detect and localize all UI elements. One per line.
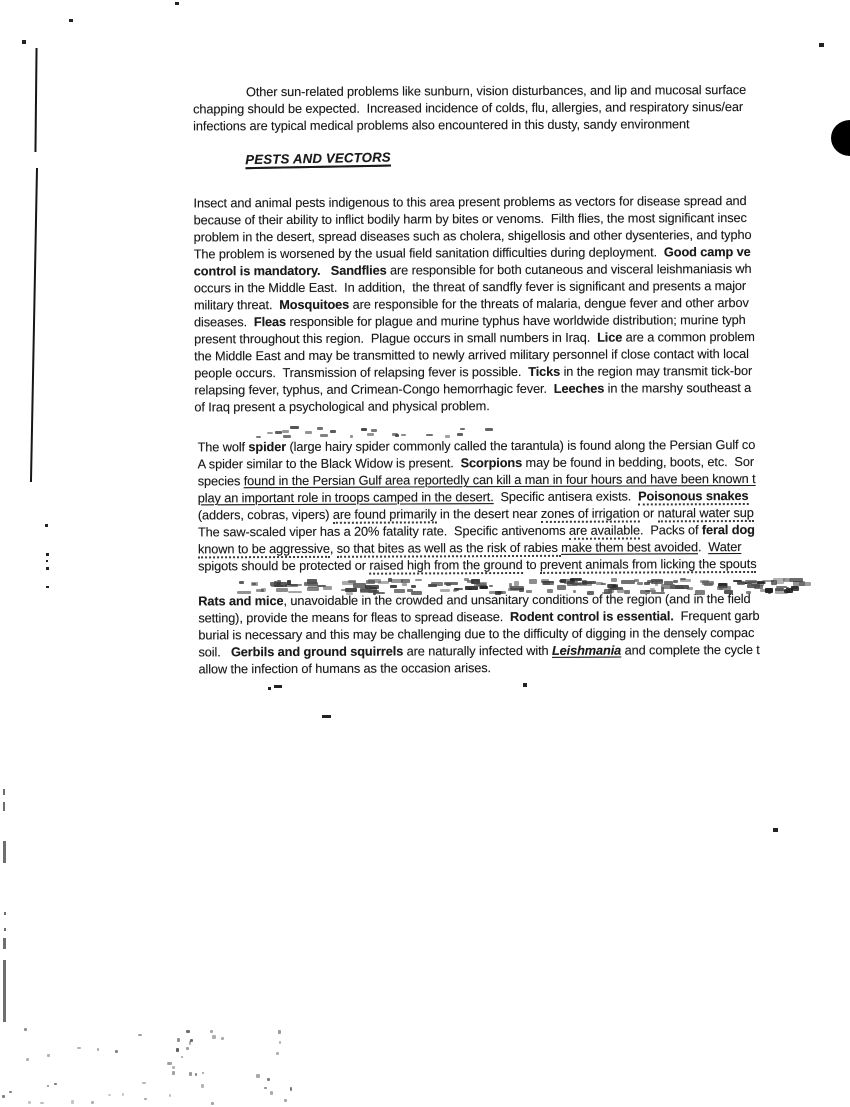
text-segment: are found primarily	[332, 506, 437, 522]
text-segment: make them best avoided	[561, 539, 698, 555]
text-segment: responsible for plague and murine typhus have worldwide distribution; murine typh	[285, 312, 746, 330]
text-line	[198, 555, 756, 574]
text-segment: Good camp ve	[663, 243, 751, 260]
text-segment: Frequent garb	[673, 607, 760, 624]
text-segment: to	[522, 556, 540, 572]
text-segment: Mosquitoes	[279, 296, 350, 313]
text-segment: burial is necessary and this may be challenging due to the difficulty of digging in the densely compac	[198, 624, 755, 643]
text-segment: control is mandatory.	[193, 262, 321, 279]
text-segment: natural water sup	[657, 504, 754, 521]
text-segment: occurs in the Middle East. In addition, the threat of sandfly fever is significant and presents a major	[193, 278, 747, 296]
text-segment: Rats and mice	[198, 593, 284, 609]
text-segment: Lice	[597, 329, 623, 345]
text-segment: because of their ability to inflict bodily harm by bites or venoms. Filth flies, the most significant insec	[193, 210, 747, 228]
text-segment: species	[197, 473, 244, 489]
text-segment: A spider similar to the Black Widow is present.	[197, 455, 461, 472]
text-segment: of Iraq present a psychological and physical problem.	[194, 398, 490, 415]
text-segment: spigots should be protected or	[198, 557, 370, 574]
text-segment: The problem is worsened by the usual field sanitation difficulties during deployment.	[193, 244, 664, 262]
text-segment: present throughout this region. Plague occurs in small numbers in Iraq.	[194, 329, 598, 347]
text-segment: Water	[708, 539, 742, 555]
text-segment: play an important role in troops camped in the desert.	[197, 489, 494, 506]
text-segment: are naturally infected with	[403, 642, 552, 659]
text-segment: are a common problem	[622, 328, 755, 345]
text-segment: feral dog	[701, 521, 755, 538]
text-segment: The saw-scaled viper has a 20% fatality rate. Specific antivenoms	[197, 522, 570, 540]
text-segment: so that bites as well as the risk of rabies	[336, 539, 562, 556]
text-segment: people occurs. Transmission of relapsing fever is possible.	[194, 363, 529, 381]
text-segment: Specific antisera exists.	[493, 488, 639, 505]
text-segment: military threat.	[193, 297, 280, 313]
text-segment: Rodent control is essential.	[509, 608, 674, 625]
text-segment: are responsible for both cutaneous and visceral leishmaniasis wh	[386, 260, 752, 278]
text-segment: are available	[568, 522, 641, 538]
text-segment: Insect and animal pests indigenous to this area present problems as vectors for disease spread and	[193, 193, 747, 211]
text-segment: ,	[329, 540, 337, 556]
paragraph-pests-overview	[193, 192, 755, 415]
text-segment: Other sun-related problems like sunburn, vision disturbances, and lip and mucosal surface	[245, 82, 747, 100]
text-segment: , unavoidable in the crowded and unsanitary conditions of the region (and in the field	[283, 590, 751, 609]
text-segment: The wolf	[197, 439, 249, 455]
text-segment	[320, 263, 330, 278]
text-line	[193, 115, 746, 134]
text-segment: Poisonous snakes	[638, 487, 749, 504]
text-segment: soil.	[198, 644, 231, 660]
text-segment: in the marshy southeast a	[604, 379, 752, 396]
text-segment: chapping should be expected. Increased incidence of colds, flu, allergies, and respiratory sinus/ear	[193, 99, 743, 117]
text-segment: . Packs of	[639, 522, 702, 538]
text-segment: raised high from the ground	[369, 556, 523, 573]
text-segment: setting), provide the means for fleas to spread disease.	[198, 609, 511, 626]
text-segment: Leeches	[553, 380, 605, 396]
text-segment: in the region may transmit tick-bor	[560, 362, 753, 379]
text-segment: Ticks	[528, 363, 561, 379]
text-segment: (adders, cobras, vipers)	[197, 506, 333, 523]
text-line	[198, 641, 759, 660]
text-segment: Sandflies	[330, 262, 387, 278]
text-segment: problem in the desert, spread diseases such as cholera, shigellosis and other dysenteries, and typho	[193, 226, 752, 245]
text-segment: are responsible for the threats of malaria, dengue fever and other arbov	[349, 294, 749, 312]
text-segment: found in the Persian Gulf area reportedly can kill a man in four hours and have been known t	[243, 470, 756, 489]
text-segment: Scorpions	[460, 454, 523, 471]
text-segment: (large hairy spider commonly called the tarantula) is found along the Persian Gulf co	[286, 436, 756, 455]
text-segment: Gerbils and ground squirrels	[230, 643, 404, 660]
text-segment: may be found in bedding, boots, etc. Sor	[522, 453, 754, 470]
text-segment: known to be aggressive	[197, 540, 330, 557]
text-segment: in the desert near	[436, 505, 541, 522]
text-line	[198, 658, 759, 677]
text-segment: the Middle East and may be transmitted to newly arrived military personnel if close contact with local	[194, 345, 749, 364]
section-heading: PESTS AND VECTORS	[245, 149, 391, 168]
text-segment: .	[697, 539, 709, 555]
text-segment: spider	[248, 439, 287, 455]
paragraph-intro	[193, 81, 746, 134]
paragraph-rodents	[198, 590, 760, 677]
paragraph-venomous-animals	[198, 436, 757, 574]
text-segment: relapsing fever, typhus, and Crimean-Congo hemorrhagic fever.	[194, 380, 554, 398]
text-segment: Leishmania	[551, 642, 622, 658]
text-segment: zones of irrigation	[540, 505, 640, 521]
text-line	[194, 396, 755, 415]
text-segment: allow the infection of humans as the occasion arises.	[198, 660, 491, 677]
text-line	[194, 379, 755, 398]
text-segment: Fleas	[253, 314, 287, 330]
text-segment: and complete the cycle t	[621, 641, 760, 658]
text-segment: infections are typical medical problems also encountered in this dusty, sandy environment	[193, 116, 690, 134]
text-segment: prevent animals from licking the spouts	[539, 555, 757, 572]
text-segment: diseases.	[193, 314, 254, 330]
text-segment: or	[639, 505, 658, 521]
